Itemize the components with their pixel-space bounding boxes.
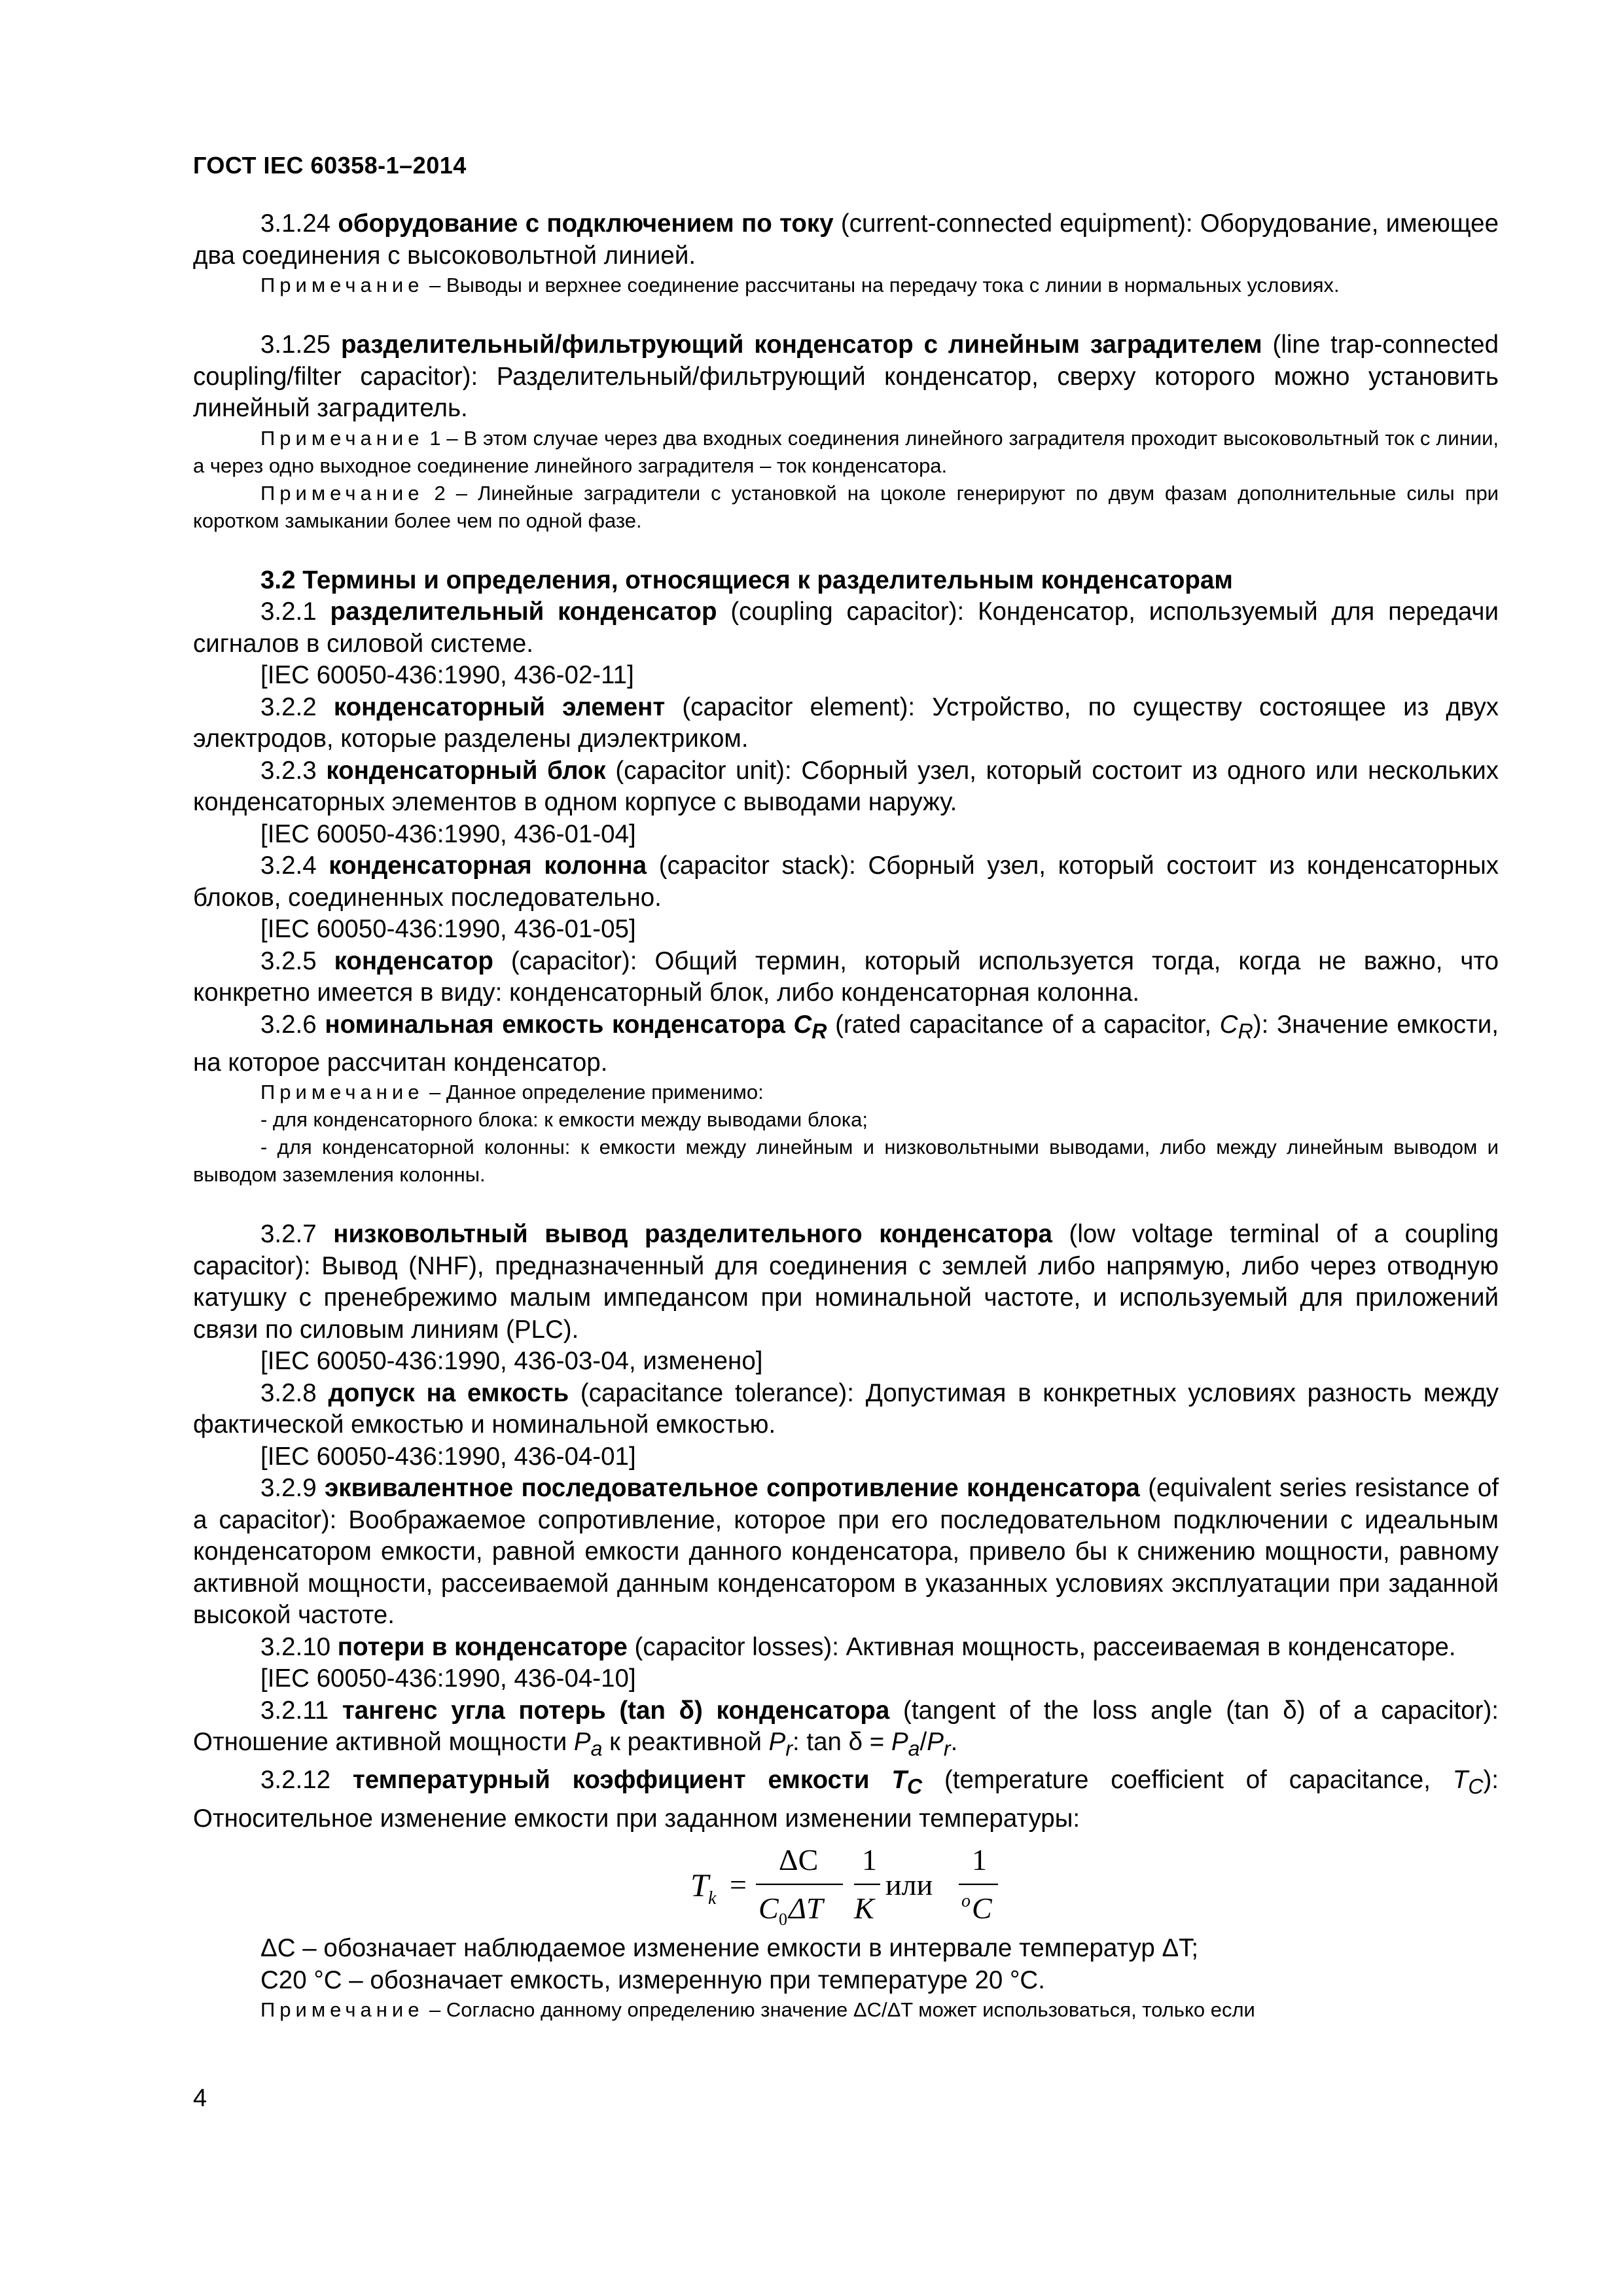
definition-text: (line trap-connected coupling/filter capacitor): Разделительный/фильтрующий конденсатор, сверху которого можно установить линейный заградитель. [193,331,1499,422]
symbol: T [1452,1766,1469,1795]
note-3-2-12 [193,1996,1499,2024]
definition-text: / [919,1728,927,1757]
symbol: C [1219,1010,1238,1039]
definition-3-2-1 [193,596,1499,660]
formula-lhs: T [690,1867,709,1904]
definition-text: (coupling capacitor): Конденсатор, используемый для передачи сигналов в силовой системе. [193,598,1499,658]
definition-text: : tan δ = [793,1728,891,1757]
term: конденсаторная колонна [329,852,647,880]
formula-denominator-sub: 0 [779,1910,787,1929]
formula-equals: = [730,1868,747,1902]
definition-3-2-2 [193,692,1499,755]
term: разделительный/фильтрующий конденсатор с линейным заградителем [340,331,1262,359]
clause-number: 3.2.1 [260,598,317,626]
reference-3-2-3: [IEC 60050-436:1990, 436-01-04] [260,819,636,848]
section-heading-3-2: 3.2 Термины и определения, относящиеся к разделительным конденсаторам [260,565,1233,594]
definition-text: (capacitance tolerance): Допустимая в конкретных условиях разность между фактической емкостью и номинальной емкостью. [193,1378,1499,1439]
clause-number: 3.2.7 [260,1220,317,1249]
definition-3-2-10 [193,1632,1499,1664]
definition-text: (capacitor stack): Сборный узел, который состоит из конденсаторных блоков, соединенных последовательно. [193,852,1499,912]
page-number: 4 [193,2085,207,2112]
note-text: – Согласно данному определению значение ΔC/ΔT может использоваться, только если [423,1998,1255,2022]
formula-or: или [885,1868,933,1902]
note-3-2-6 [193,1079,1499,1106]
note-label: Примечание [260,481,424,505]
symbol: C [793,1010,812,1039]
note-text: – Выводы и верхнее соединение рассчитаны на передачу тока с линии в нормальных условиях. [423,274,1340,296]
term: допуск на емкость [328,1378,569,1407]
symbol: T [891,1766,907,1795]
term: конденсаторный элемент [333,692,666,721]
note-label: Примечание [260,1081,424,1104]
symbol-subscript: R [1238,1019,1253,1043]
formula-denominator: C [758,1892,779,1926]
definition-text: (temperature coefficient of capacitance, [922,1766,1453,1795]
formula-denominator-2: ΔT [789,1892,823,1926]
term: низковольтный вывод разделительного конденсатора [333,1220,1052,1249]
note-item: - для конденсаторного блока: к емкости между выводами блока; [260,1108,868,1132]
definition-text: (current-connected equipment): Оборудование, имеющее два соединения с высоковольтной линией. [193,209,1499,270]
note-item: - для конденсаторной колонны: к емкости между линейным и низковольтными выводами, либо между линейным выводом и выводом заземления колонны. [193,1136,1499,1187]
clause-number: 3.2.2 [260,692,317,721]
formula-numerator: ΔC [779,1843,819,1877]
symbol-subscript: r [785,1736,793,1761]
definition-text: (rated capacitance of a capacitor, [827,1010,1220,1039]
note-3-1-24 [193,272,1499,299]
term: потери в конденсаторе [337,1632,628,1661]
definition-text: к реактивной [602,1728,769,1757]
formula-k: K [854,1892,874,1926]
definition-text: (equivalent series resistance of a capacitor): Воображаемое сопротивление, которое при его последовательном подключении с идеальным конденсатором емкости, равной емкости данного конденсатора, привело бы к снижению мощности, равному активной мощности, рассеиваемой данным конденсатором в указанных условиях эксплуатации при заданной высокой частоте. [193,1474,1499,1630]
term: оборудование с подключением по току [338,209,834,238]
term: номинальная емкость конденсатора [325,1010,794,1039]
definition-3-2-6 [193,1009,1499,1079]
definition-text: . [950,1728,958,1757]
reference-3-2-8: [IEC 60050-436:1990, 436-04-01] [260,1442,636,1471]
symbol-subscript: R [812,1019,827,1043]
term: температурный коэффициент емкости [352,1766,892,1795]
formula-degree: o [961,1891,971,1912]
definition-text: (capacitor): Общий термин, который используется тогда, когда не важно, что конкретно имеется в виду: конденсаторный блок, либо конденсаторная колонна. [193,946,1499,1007]
clause-number: 3.2.9 [260,1474,317,1503]
symbol-subscript: C [906,1775,923,1799]
term: конденсаторный блок [326,756,606,785]
symbol-subscript: a [908,1736,920,1761]
formula-celsius: C [972,1892,992,1926]
symbol-subscript: a [590,1736,603,1761]
reference-3-2-10: [IEC 60050-436:1990, 436-04-10] [260,1664,636,1693]
definition-text: (capacitor losses): Активная мощность, рассеиваемая в конденсаторе. [627,1632,1456,1661]
clause-number: 3.2.12 [260,1766,331,1795]
symbol-subscript: C [1468,1775,1484,1799]
definition-3-2-11 [193,1695,1499,1765]
clause-number: 3.2.5 [260,946,317,975]
note-label: Примечание [260,1998,424,2022]
definition-3-2-3 [193,755,1499,819]
definition-3-1-25 [193,329,1499,425]
clause-number: 3.1.24 [260,209,331,238]
definition-3-2-9 [193,1473,1499,1632]
note-3-1-25-1 [193,425,1499,480]
reference-3-2-4: [IEC 60050-436:1990, 436-01-05] [260,915,636,943]
formula-one: 1 [972,1843,987,1877]
note-text: 2 – Линейные заградители с установкой на цоколе генерируют по двум фазам дополнительные силы при коротком замыкании более чем по одной фазе. [193,481,1499,532]
clause-number: 3.2.8 [260,1378,317,1407]
definition-3-2-8 [193,1378,1499,1441]
note-label: Примечание [260,426,424,450]
definition-3-1-24 [193,208,1499,272]
document-body [193,208,1499,2024]
note-text: – Данное определение применимо: [423,1081,764,1104]
note-label: Примечание [260,274,424,296]
definition-text: (capacitor element): Устройство, по существу состоящее из двух электродов, которые разделены диэлектриком. [193,692,1499,753]
symbol-definition: C20 °C – обозначает емкость, измеренную при температуре 20 °C. [260,1965,1045,1994]
clause-number: 3.2.11 [260,1696,329,1725]
document-code-header: ГОСТ IEC 60358-1–2014 [193,152,467,179]
reference-3-2-7: [IEC 60050-436:1990, 436-03-04, изменено] [260,1347,763,1376]
reference-3-2-1: [IEC 60050-436:1990, 436-02-11] [260,661,634,689]
term: тангенс угла потерь (tan δ) конденсатора [342,1696,890,1725]
clause-number: 3.2.4 [260,852,317,880]
definition-3-2-4 [193,850,1499,914]
term: разделительный конденсатор [330,598,717,626]
formula-lhs-sub: k [708,1888,717,1909]
symbol-definition: ΔC – обозначает наблюдаемое изменение емкости в интервале температур ΔT; [260,1934,1199,1963]
note-3-1-25-2 [193,480,1499,535]
formula-temperature-coefficient [193,1835,1499,1933]
formula-svg [690,1839,1057,1930]
symbol: P [768,1728,786,1757]
clause-number: 3.2.6 [260,1010,317,1039]
term: конденсатор [334,946,493,975]
definition-3-2-5 [193,946,1499,1009]
note-text: 1 – В этом случае через два входных соединения линейного заградителя проходит высоковольтный ток с линии, а через одно выходное соединение линейного заградителя – ток конденсатора. [193,426,1499,477]
symbol: P [891,1728,908,1757]
clause-number: 3.2.3 [260,756,317,785]
definition-3-2-7 [193,1219,1499,1346]
symbol-subscript: r [943,1736,951,1761]
clause-number: 3.1.25 [260,331,331,359]
symbol: P [573,1728,591,1757]
formula-one: 1 [862,1843,877,1877]
definition-text: (capacitor unit): Сборный узел, который состоит из одного или нескольких конденсаторных элементов в одном корпусе с выводами наружу. [193,756,1499,816]
term: эквивалентное последовательное сопротивление конденсатора [325,1474,1140,1503]
definition-text: ): Относительное изменение емкости при заданном изменении температуры: [193,1766,1499,1833]
definition-3-2-12 [193,1765,1499,1835]
definition-text: (low voltage terminal of a coupling capacitor): Вывод (NHF), предназначенный для соединения с землей либо напрямую, либо через отводную катушку с пренебрежимо малым импедансом при номинальной частоте, и используемый для приложений связи по силовым линиям (PLC). [193,1220,1499,1344]
symbol: P [927,1728,944,1757]
definition-text: (tangent of the loss angle (tan δ) of a capacitor): Отношение активной мощности [193,1696,1499,1757]
clause-number: 3.2.10 [260,1632,331,1661]
definition-text: ): Значение емкости, на которое рассчитан конденсатор. [193,1010,1499,1077]
